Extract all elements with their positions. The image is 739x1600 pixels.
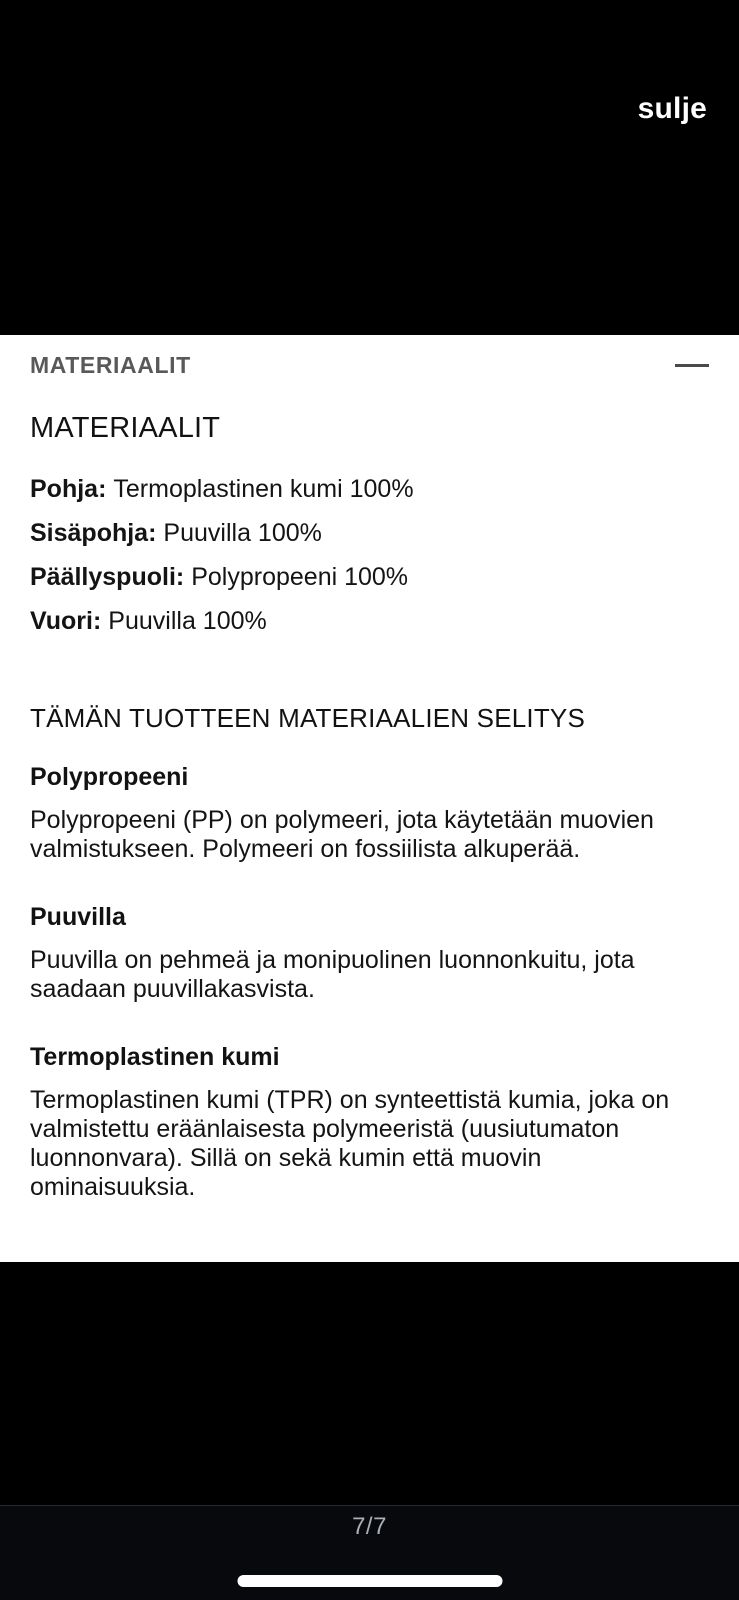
material-label: Päällyspuoli: [30, 563, 185, 591]
dimmed-backdrop[interactable] [0, 0, 739, 335]
pagination-footer [0, 1505, 739, 1600]
material-row [30, 519, 709, 548]
material-label: Vuori: [30, 607, 102, 635]
explanation-body: Termoplastinen kumi (TPR) on synteettistä kumia, joka on valmistettu eräänlaisesta polymeeristä (uusiutumaton luonnonvara). Sillä on sekä kumin että muovin ominaisuuksia. [30, 1086, 670, 1201]
materials-list [30, 475, 709, 636]
material-explanation [30, 762, 709, 864]
material-value: Termoplastinen kumi 100% [113, 475, 414, 503]
page-title: MATERIAALIT [30, 412, 221, 444]
material-label: Pohja: [30, 475, 107, 503]
material-row [30, 563, 709, 592]
section-heading: TÄMÄN TUOTTEEN MATERIAALIEN SELITYS [30, 703, 586, 733]
collapse-button[interactable] [673, 351, 709, 379]
sheet-header [30, 351, 709, 379]
material-row [30, 607, 709, 636]
material-value: Puuvilla 100% [108, 607, 267, 635]
page-indicator: 7/7 [352, 1513, 387, 1540]
material-value: Polypropeeni 100% [191, 563, 409, 591]
materials-bottom-sheet [0, 335, 739, 1262]
sheet-header-title: MATERIAALIT [30, 351, 191, 378]
explanation-heading: Puuvilla [30, 903, 126, 931]
explanation-heading: Polypropeeni [30, 763, 189, 791]
bottom-backdrop [0, 1262, 739, 1600]
material-explanation [30, 1042, 709, 1202]
material-label: Sisäpohja: [30, 519, 157, 547]
minus-icon [675, 364, 709, 367]
explanation-body: Polypropeeni (PP) on polymeeri, jota käytetään muovien valmistukseen. Polymeeri on fossiilista alkuperää. [30, 806, 654, 863]
explanation-heading: Termoplastinen kumi [30, 1043, 280, 1071]
material-explanation [30, 902, 709, 1004]
explanation-body: Puuvilla on pehmeä ja monipuolinen luonnonkuitu, jota saadaan puuvillakasvista. [30, 946, 635, 1003]
material-value: Puuvilla 100% [163, 519, 322, 547]
home-indicator[interactable] [237, 1575, 502, 1587]
material-row [30, 475, 709, 504]
close-button[interactable]: sulje [637, 92, 707, 125]
